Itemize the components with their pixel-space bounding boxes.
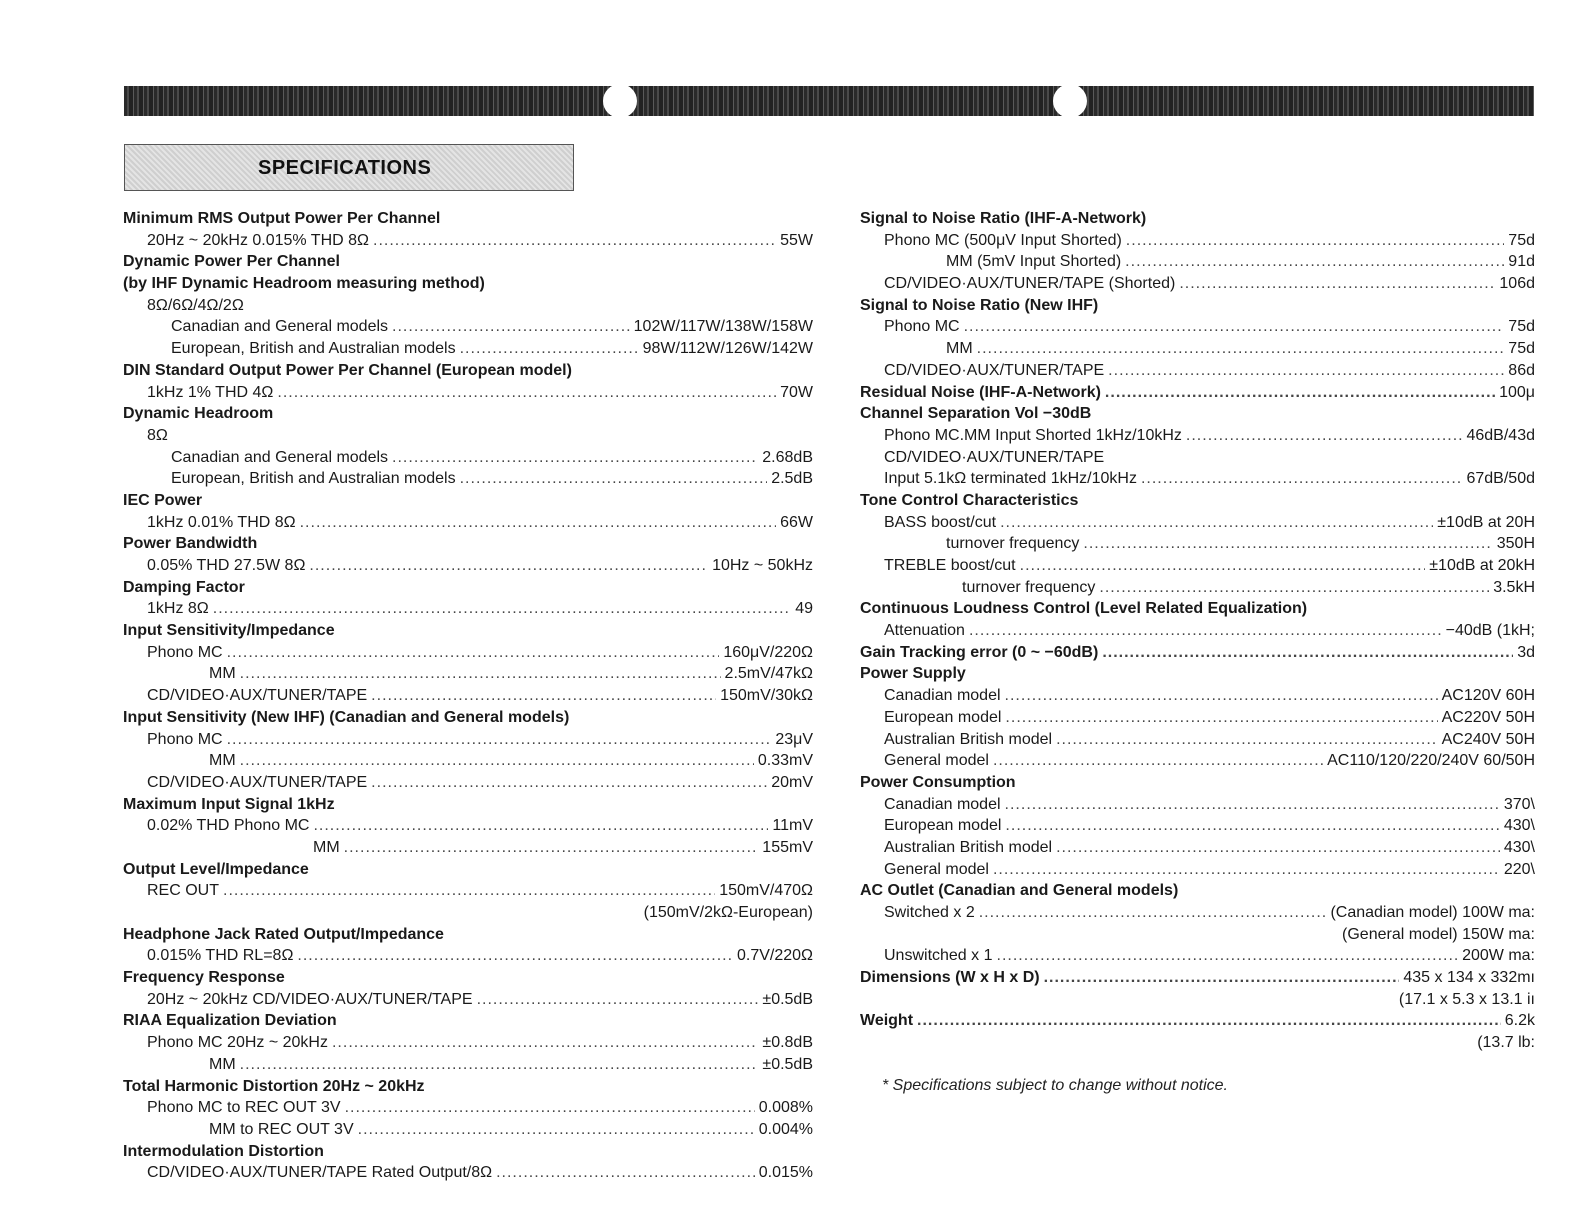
spec-heading-text: Tone Control Characteristics [860, 491, 1079, 509]
dot-leader [373, 230, 776, 252]
spec-row [123, 1097, 813, 1119]
spec-label: European model [884, 817, 1002, 835]
spec-row [860, 794, 1535, 816]
spec-heading [123, 251, 813, 273]
spec-label: Switched x 2 [884, 904, 975, 921]
spec-value: 370\ [1503, 795, 1535, 813]
dot-leader [300, 512, 776, 534]
spec-row [860, 360, 1535, 382]
spec-row [123, 555, 813, 577]
spec-row [123, 902, 813, 924]
spec-heading-text: Maximum Input Signal 1kHz [123, 795, 335, 813]
spec-heading [860, 295, 1535, 317]
spec-value: ±10dB at 20H [1437, 513, 1535, 531]
spec-heading [123, 208, 813, 230]
spec-row [860, 1032, 1535, 1054]
spec-heading-text: IEC Power [123, 491, 203, 509]
spec-heading [123, 794, 813, 816]
dot-leader [344, 837, 759, 859]
spec-value: 150mV/470Ω [719, 882, 813, 900]
spec-value: AC240V 50H [1441, 730, 1535, 748]
spec-heading-text: RIAA Equalization Deviation [123, 1012, 337, 1030]
dot-leader [371, 685, 716, 707]
spec-value: 70W [780, 383, 813, 401]
spec-heading-text: Dynamic Power Per Channel [123, 253, 340, 271]
spec-label: 20Hz ~ 20kHz 0.015% THD 8Ω [147, 231, 369, 249]
dot-leader [993, 859, 1500, 881]
spec-row [860, 316, 1535, 338]
spec-row [123, 295, 813, 317]
dot-leader [227, 729, 772, 751]
spec-label: MM [209, 1055, 236, 1073]
spec-label: 1kHz 1% THD 4Ω [147, 383, 274, 401]
spec-row [123, 642, 813, 664]
spec-row [123, 1054, 813, 1076]
dot-leader [917, 1010, 1501, 1032]
spec-heading-text: DIN Standard Output Power Per Channel (European model) [123, 361, 572, 379]
spec-label: 0.05% THD 27.5W 8Ω [147, 557, 306, 574]
spec-value: 2.5dB [771, 470, 813, 488]
spec-row [860, 815, 1535, 837]
spec-label: Dimensions (W x H x D) [860, 969, 1040, 987]
dot-leader [969, 620, 1442, 642]
spec-value: 435 x 134 x 332mı [1403, 969, 1535, 987]
spec-value: 200W ma: [1462, 947, 1535, 965]
spec-row [860, 729, 1535, 751]
spec-value: 220\ [1503, 860, 1535, 878]
spec-label: European model [884, 708, 1002, 726]
spec-heading-text: Channel Separation Vol −30dB [860, 405, 1092, 423]
right-spec-column [860, 208, 1535, 1054]
spec-label: European, British and Australian models [171, 340, 456, 358]
spec-value: 46dB/43d [1466, 426, 1535, 444]
spec-value: AC110/120/220/240V 60/50H [1327, 752, 1535, 770]
dot-leader [392, 447, 758, 469]
spec-row [860, 859, 1535, 881]
dot-leader [477, 989, 759, 1011]
dot-leader [1000, 512, 1433, 534]
dot-leader [240, 750, 754, 772]
spec-value: 6.2k [1504, 1012, 1535, 1030]
spec-row [860, 685, 1535, 707]
dot-leader [997, 945, 1459, 967]
spec-value-continued: (150mV/2kΩ-European) [643, 904, 813, 921]
dot-leader [309, 555, 708, 577]
spec-row [123, 815, 813, 837]
dot-leader [1005, 815, 1499, 837]
spec-label: European, British and Australian models [171, 470, 456, 488]
spec-heading-text: Dynamic Headroom [123, 405, 274, 423]
dot-leader [1005, 794, 1500, 816]
spec-heading [860, 490, 1535, 512]
spec-heading [123, 577, 813, 599]
spec-row [123, 1162, 813, 1184]
spec-value: (Canadian model) 100W ma: [1330, 904, 1535, 921]
spec-row [860, 924, 1535, 946]
spec-value: 2.5mV/47kΩ [724, 665, 813, 683]
spec-heading-text: Power Bandwidth [123, 535, 258, 553]
dot-leader [1020, 555, 1426, 577]
spec-label: Phono MC (500μV Input Shorted) [884, 231, 1122, 249]
spec-row [860, 707, 1535, 729]
spec-label: REC OUT [147, 882, 219, 900]
spec-label: Canadian and General models [171, 318, 389, 336]
dot-leader [1099, 577, 1489, 599]
spec-heading [123, 1076, 813, 1098]
spec-label: Phono MC [147, 643, 223, 661]
spec-heading [123, 1010, 813, 1032]
spec-heading-text: Signal to Noise Ratio (New IHF) [860, 296, 1099, 314]
spec-heading [123, 273, 813, 295]
spec-value: 23μV [775, 730, 813, 748]
spec-label: MM [209, 752, 236, 770]
dot-leader [977, 338, 1505, 360]
spec-value: 160μV/220Ω [723, 643, 813, 661]
spec-row [123, 729, 813, 751]
spec-label: TREBLE boost/cut [884, 557, 1016, 574]
dot-leader [277, 382, 776, 404]
spec-row [123, 663, 813, 685]
spec-row [123, 750, 813, 772]
spec-label: Phono MC.MM Input Shorted 1kHz/10kHz [884, 426, 1182, 444]
spec-row [123, 230, 813, 252]
spec-heading [123, 1141, 813, 1163]
spec-value: AC220V 50H [1441, 708, 1535, 726]
spec-label: General model [884, 752, 989, 770]
spec-row [860, 512, 1535, 534]
spec-label: Phono MC [147, 730, 223, 748]
spec-value: ±0.5dB [762, 990, 813, 1008]
spec-heading [123, 924, 813, 946]
spec-row [123, 880, 813, 902]
spec-value: 0.33mV [757, 752, 813, 770]
spec-row [860, 338, 1535, 360]
spec-row [860, 642, 1535, 664]
dot-leader [1044, 967, 1400, 989]
spec-label: 1kHz 0.01% THD 8Ω [147, 513, 296, 531]
spec-label: Australian British model [884, 838, 1053, 856]
spec-heading-text: AC Outlet (Canadian and General models) [860, 882, 1179, 900]
spec-label: 1kHz 8Ω [147, 600, 209, 618]
spec-label: MM to REC OUT 3V [209, 1120, 354, 1138]
spec-heading-text: Input Sensitivity/Impedance [123, 622, 335, 640]
spec-row [860, 251, 1535, 273]
dot-leader [1179, 273, 1495, 295]
spec-label: BASS boost/cut [884, 513, 997, 531]
spec-label: CD/VIDEO·AUX/TUNER/TAPE (Shorted) [884, 275, 1176, 293]
spec-value: ±0.5dB [762, 1055, 813, 1073]
spec-label: CD/VIDEO·AUX/TUNER/TAPE [147, 773, 368, 791]
spec-value: ±10dB at 20kH [1429, 557, 1535, 574]
dot-leader [993, 750, 1323, 772]
spec-row [123, 512, 813, 534]
dot-leader [240, 1054, 759, 1076]
footnote: * Specifications subject to change without notice. [882, 1077, 1228, 1094]
spec-label: turnover frequency [962, 578, 1096, 596]
dot-leader [1126, 230, 1505, 252]
spec-value: 0.7V/220Ω [736, 947, 813, 965]
dot-leader [1083, 533, 1492, 555]
spec-heading [123, 620, 813, 642]
dot-leader [460, 338, 639, 360]
spec-value: 150mV/30kΩ [720, 687, 813, 705]
dot-leader [332, 1032, 758, 1054]
spec-row [123, 382, 813, 404]
spec-label: Phono MC [884, 318, 960, 336]
spec-value: 0.015% [758, 1164, 813, 1182]
spec-row [860, 382, 1535, 404]
spec-value: 100μ [1499, 383, 1535, 401]
spec-value: 91d [1508, 253, 1535, 271]
spec-heading [123, 490, 813, 512]
spec-label: MM [209, 665, 236, 683]
spec-row [860, 837, 1535, 859]
spec-value: 67dB/50d [1466, 470, 1535, 488]
dot-leader [1056, 837, 1500, 859]
spec-label: CD/VIDEO·AUX/TUNER/TAPE Rated Output/8Ω [147, 1164, 493, 1182]
spec-heading [123, 360, 813, 382]
dot-leader [1186, 425, 1463, 447]
spec-label: 8Ω [147, 426, 168, 444]
spec-heading [860, 208, 1535, 230]
spec-row [123, 468, 813, 490]
dot-leader [1005, 707, 1437, 729]
spec-value: 11mV [772, 817, 813, 835]
dot-leader [496, 1162, 755, 1184]
spec-label: CD/VIDEO·AUX/TUNER/TAPE [884, 361, 1105, 379]
spec-value: 102W/117W/138W/158W [633, 318, 813, 336]
spec-row [860, 577, 1535, 599]
spec-value: 350H [1496, 535, 1535, 553]
spec-heading-text: Signal to Noise Ratio (IHF-A-Network) [860, 210, 1147, 227]
spec-row [123, 945, 813, 967]
spec-row [860, 273, 1535, 295]
binder-hole-left [603, 84, 637, 118]
spec-heading [860, 663, 1535, 685]
spec-label: MM (5mV Input Shorted) [946, 253, 1122, 271]
spec-value-continued: (General model) 150W ma: [1342, 925, 1535, 943]
spec-value: 75d [1508, 231, 1535, 249]
header-band [124, 86, 1534, 116]
spec-label: Canadian and General models [171, 448, 389, 466]
spec-heading-text: Total Harmonic Distortion 20Hz ~ 20kHz [123, 1077, 425, 1095]
left-spec-column [123, 208, 813, 1184]
spec-value: 75d [1508, 318, 1535, 336]
spec-label: 0.015% THD RL=8Ω [147, 947, 294, 965]
spec-label: Residual Noise (IHF-A-Network) [860, 383, 1101, 401]
spec-heading-text: Frequency Response [123, 969, 285, 987]
dot-leader [1125, 251, 1504, 273]
spec-value: 155mV [762, 838, 813, 856]
section-title-box [124, 144, 574, 191]
dot-leader [1005, 685, 1438, 707]
spec-value-continued: (17.1 x 5.3 x 13.1 iı [1398, 990, 1535, 1008]
spec-value: 86d [1508, 361, 1535, 379]
dot-leader [358, 1119, 755, 1141]
spec-label: CD/VIDEO·AUX/TUNER/TAPE [884, 448, 1105, 466]
spec-row [860, 620, 1535, 642]
spec-label: 8Ω/6Ω/4Ω/2Ω [147, 296, 244, 314]
spec-label: Input 5.1kΩ terminated 1kHz/10kHz [884, 470, 1137, 488]
spec-value: 0.004% [758, 1120, 813, 1138]
spec-label: General model [884, 860, 989, 878]
spec-label: Australian British model [884, 730, 1053, 748]
spec-value: 75d [1508, 340, 1535, 358]
spec-row [860, 447, 1535, 469]
spec-row [123, 425, 813, 447]
spec-row [860, 989, 1535, 1011]
spec-row [860, 555, 1535, 577]
spec-row [860, 945, 1535, 967]
spec-label: Canadian model [884, 795, 1001, 813]
spec-heading-text: Power Supply [860, 665, 966, 683]
spec-heading-text: Input Sensitivity (New IHF) (Canadian and General models) [123, 708, 570, 726]
dot-leader [371, 772, 767, 794]
spec-row [123, 1032, 813, 1054]
spec-label: turnover frequency [946, 535, 1080, 553]
dot-leader [979, 902, 1327, 924]
spec-heading [123, 403, 813, 425]
spec-value: 10Hz ~ 50kHz [712, 557, 813, 574]
spec-value: 3.5kH [1493, 578, 1535, 596]
dot-leader [964, 316, 1505, 338]
spec-heading [123, 707, 813, 729]
spec-value: −40dB (1kH; [1445, 622, 1535, 640]
spec-value: 430\ [1503, 817, 1535, 835]
page-title: SPECIFICATIONS [258, 157, 432, 179]
dot-leader [313, 815, 768, 837]
spec-row [123, 989, 813, 1011]
spec-value: ±0.8dB [762, 1034, 813, 1052]
spec-value: 430\ [1503, 838, 1535, 856]
spec-value: 49 [795, 600, 813, 618]
spec-heading-text: Output Level/Impedance [123, 860, 309, 878]
spec-value: 55W [780, 231, 813, 249]
dot-leader [392, 316, 630, 338]
dot-leader [345, 1097, 755, 1119]
spec-label: Canadian model [884, 687, 1001, 705]
dot-leader [223, 880, 715, 902]
spec-row [860, 1010, 1535, 1032]
spec-label: CD/VIDEO·AUX/TUNER/TAPE [147, 687, 368, 705]
spec-heading [123, 967, 813, 989]
spec-row [123, 338, 813, 360]
spec-row [860, 967, 1535, 989]
dot-leader [1102, 642, 1513, 664]
spec-row [123, 772, 813, 794]
spec-row [860, 750, 1535, 772]
dot-leader [227, 642, 720, 664]
spec-value: 20mV [771, 773, 813, 791]
binder-hole-right [1053, 84, 1087, 118]
spec-heading [860, 880, 1535, 902]
spec-row [123, 316, 813, 338]
spec-label: 20Hz ~ 20kHz CD/VIDEO·AUX/TUNER/TAPE [147, 990, 473, 1008]
spec-row [123, 598, 813, 620]
spec-value-continued: (13.7 lb: [1477, 1034, 1535, 1052]
dot-leader [297, 945, 733, 967]
spec-label: Attenuation [884, 622, 965, 640]
spec-row [123, 447, 813, 469]
spec-heading-text: Intermodulation Distortion [123, 1142, 324, 1160]
spec-row [123, 837, 813, 859]
spec-heading-text: Damping Factor [123, 578, 245, 596]
spec-heading-text: (by IHF Dynamic Headroom measuring method) [123, 275, 485, 293]
dot-leader [240, 663, 721, 685]
spec-label: 0.02% THD Phono MC [147, 817, 310, 835]
spec-heading-text: Continuous Loudness Control (Level Related Equalization) [860, 600, 1308, 618]
spec-row [860, 902, 1535, 924]
dot-leader [460, 468, 768, 490]
spec-label: MM [313, 838, 340, 856]
spec-value: 3d [1517, 643, 1535, 661]
spec-value: 66W [780, 513, 813, 531]
spec-row [860, 230, 1535, 252]
spec-heading [860, 598, 1535, 620]
dot-leader [1056, 729, 1438, 751]
spec-heading [860, 403, 1535, 425]
spec-label: Gain Tracking error (0 ~ −60dB) [860, 643, 1099, 661]
spec-heading-text: Minimum RMS Output Power Per Channel [123, 210, 441, 227]
spec-heading-text: Headphone Jack Rated Output/Impedance [123, 925, 444, 943]
spec-value: AC120V 60H [1441, 687, 1535, 705]
dot-leader [213, 598, 791, 620]
spec-heading-text: Power Consumption [860, 773, 1016, 791]
spec-row [860, 468, 1535, 490]
spec-label: Weight [860, 1012, 914, 1030]
spec-row [860, 533, 1535, 555]
dot-leader [1105, 382, 1495, 404]
spec-value: 2.68dB [762, 448, 813, 466]
spec-heading [860, 772, 1535, 794]
spec-row [123, 685, 813, 707]
spec-value: 106d [1499, 275, 1535, 293]
dot-leader [1141, 468, 1463, 490]
spec-label: MM [946, 340, 973, 358]
spec-row [123, 1119, 813, 1141]
dot-leader [1108, 360, 1504, 382]
spec-label: Phono MC to REC OUT 3V [147, 1099, 341, 1117]
spec-label: Unswitched x 1 [884, 947, 993, 965]
spec-row [860, 425, 1535, 447]
spec-value: 0.008% [758, 1099, 813, 1117]
spec-value: 98W/112W/126W/142W [642, 340, 813, 358]
spec-heading [123, 533, 813, 555]
spec-label: Phono MC 20Hz ~ 20kHz [147, 1034, 328, 1052]
spec-heading [123, 859, 813, 881]
